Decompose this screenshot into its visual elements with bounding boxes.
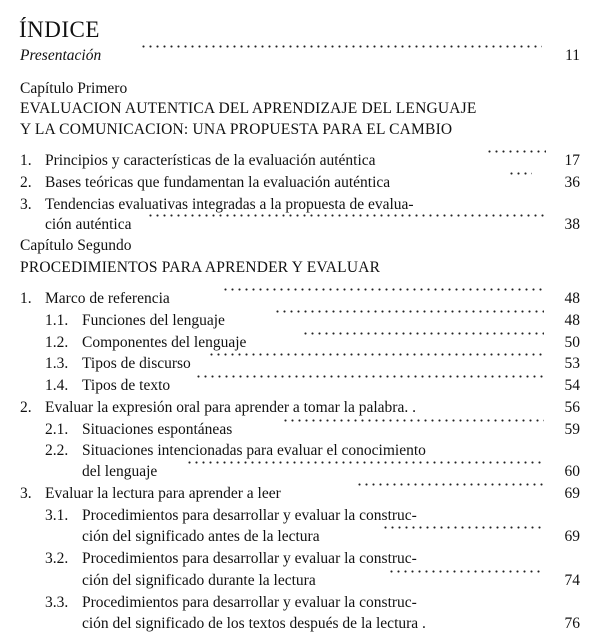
toc-entry-number: 1.3.: [45, 355, 69, 372]
toc-page-number: 48: [564, 290, 580, 307]
toc-entry-number: 1.2.: [45, 334, 69, 351]
toc-entry-label: Procedimientos para desarrollar y evaluar la construc-: [82, 550, 417, 567]
toc-entry: [0, 483, 600, 504]
toc-entry: [0, 505, 600, 526]
toc-page-number: 76: [564, 615, 580, 632]
dot-leader: [195, 375, 544, 378]
toc-page-number: 69: [564, 485, 580, 502]
toc-entry-continuation: [0, 613, 600, 634]
toc-entry-number: 2.: [20, 174, 32, 191]
toc-page-number: 11: [565, 47, 580, 64]
toc-entry-label: ción del significado antes de la lectura: [82, 528, 320, 545]
toc-entry-label: Situaciones espontáneas: [82, 421, 233, 438]
chapter1-title-line2: [0, 119, 600, 140]
toc-entry-label: Evaluar la expresión oral para aprender a tomar la palabra. .: [45, 399, 416, 416]
toc-entry-number: 1.1.: [45, 312, 69, 329]
dot-leader: [208, 353, 544, 356]
toc-entry-number: 2.2.: [45, 442, 69, 459]
toc-entry-continuation: [0, 461, 600, 482]
dot-leader: [274, 310, 544, 313]
toc-entry-label: del lenguaje: [82, 463, 158, 480]
chapter-heading-text: Capítulo Primero: [20, 80, 128, 97]
toc-entry: [0, 375, 600, 396]
toc-entry-label: ción del significado durante la lectura: [82, 572, 316, 589]
toc-entry: [0, 419, 600, 440]
toc-entry: [0, 172, 600, 193]
toc-entry-continuation: [0, 214, 600, 235]
toc-page-number: 53: [564, 355, 580, 372]
toc-page-number: 17: [564, 152, 580, 169]
toc-page-number: 59: [564, 421, 580, 438]
toc-entry-label: Tipos de texto: [82, 377, 171, 394]
dot-leader: [147, 214, 545, 217]
toc-page-number: 74: [564, 572, 580, 589]
chapter1-title-line1: [0, 98, 600, 119]
chapter-title-text: PROCEDIMIENTOS PARA APRENDER Y EVALUAR: [20, 259, 381, 276]
toc-entry-number: 2.: [20, 399, 32, 416]
toc-entry-label: Componentes del lenguaje: [82, 334, 247, 351]
toc-entry-label: Evaluar la lectura para aprender a leer: [45, 485, 281, 502]
toc-entry-label: Funciones del lenguaje: [82, 312, 225, 329]
chapter-title-text: Y LA COMUNICACION: UNA PROPUESTA PARA EL CAMBIO: [20, 121, 453, 138]
toc-page-number: 56: [564, 399, 580, 416]
toc-entry-label: Marco de referencia: [45, 290, 170, 307]
toc-entry-label: Procedimientos para desarrollar y evaluar la construc-: [82, 594, 417, 611]
toc-entry-continuation: [0, 526, 600, 547]
toc-entry: [0, 548, 600, 569]
toc-entry-number: 1.: [20, 290, 32, 307]
dot-leader: [508, 172, 532, 175]
toc-entry-number: 2.1.: [45, 421, 69, 438]
toc-entry-label: ción auténtica: [45, 216, 132, 233]
toc-entry: [0, 353, 600, 374]
dot-leader: [140, 45, 542, 48]
toc-entry-label: Bases teóricas que fundamentan la evaluación auténtica: [45, 174, 391, 191]
toc-entry-number: 3.: [20, 485, 32, 502]
toc-entry-continuation: [0, 570, 600, 591]
toc-entry-number: 1.4.: [45, 377, 69, 394]
toc-page-number: 54: [564, 377, 580, 394]
dot-leader: [222, 288, 544, 291]
toc-entry-label: Tipos de discurso: [82, 355, 191, 372]
toc-page-number: 69: [564, 528, 580, 545]
toc-entry-number: 3.: [20, 196, 32, 213]
toc-entry: [0, 332, 600, 353]
dot-leader: [302, 332, 544, 335]
dot-leader: [486, 150, 546, 153]
dot-leader: [186, 461, 544, 464]
toc-entry-number: 3.1.: [45, 507, 69, 524]
toc-entry-label: Presentación: [20, 47, 102, 64]
toc-entry-label: Situaciones intencionadas para evaluar el conocimiento: [82, 442, 426, 459]
toc-entry: [0, 150, 600, 171]
toc-entry-presentation: [0, 45, 600, 66]
toc-entry-number: 1.: [20, 152, 32, 169]
toc-entry: [0, 592, 600, 613]
toc-page-number: 60: [564, 463, 580, 480]
toc-entry-label: Procedimientos para desarrollar y evaluar la construc-: [82, 507, 417, 524]
toc-entry-label: Principios y características de la evaluación auténtica: [45, 152, 376, 169]
toc-entry-label: ción del significado de los textos después de la lectura .: [82, 615, 426, 632]
chapter2-title-line1: [0, 257, 600, 278]
toc-page-number: 36: [564, 174, 580, 191]
chapter1-heading: [0, 78, 600, 99]
chapter-title-text: EVALUACION AUTENTICA DEL APRENDIZAJE DEL LENGUAJE: [20, 100, 477, 117]
toc-entry: [0, 397, 600, 418]
toc-entry: [0, 440, 600, 461]
index-title: ÍNDICE: [19, 17, 100, 42]
chapter-heading-text: Capítulo Segundo: [20, 237, 132, 254]
toc-page-number: 48: [564, 312, 580, 329]
dot-leader: [356, 483, 544, 486]
toc-entry: [0, 194, 600, 215]
toc-page-number: 38: [564, 216, 580, 233]
toc-entry-label: Tendencias evaluativas integradas a la propuesta de evalua-: [45, 196, 414, 213]
dot-leader: [382, 526, 544, 529]
toc-entry: [0, 288, 600, 309]
toc-entry-number: 3.3.: [45, 594, 69, 611]
toc-entry-number: 3.2.: [45, 550, 69, 567]
dot-leader: [388, 570, 544, 573]
toc-page-number: 50: [564, 334, 580, 351]
toc-entry: [0, 310, 600, 331]
dot-leader: [282, 419, 544, 422]
chapter2-heading: [0, 235, 600, 256]
